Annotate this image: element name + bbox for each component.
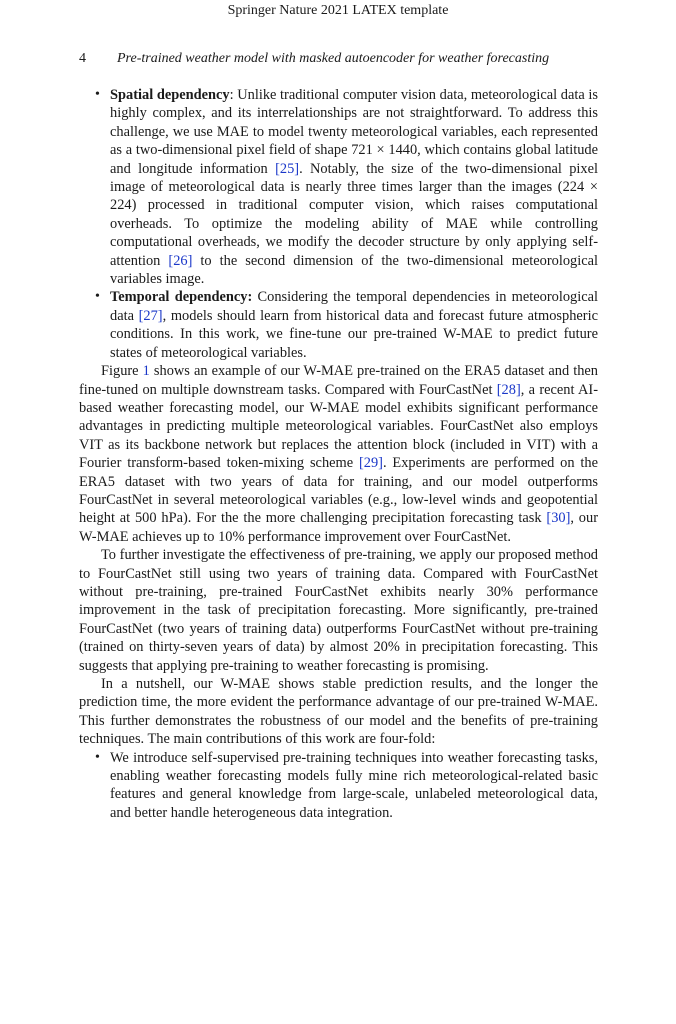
bullet-icon: • <box>95 749 100 765</box>
paragraph-pretraining-effectiveness: To further investigate the effectiveness of pre-training, we apply our proposed method to FourCastNet still using two years of training data. Compared with FourCastNet without pre-training, pre-trained FourCastNet exhibits nearly 30% performance improvement in the task of precipitation forecasting. More significantly, pre-trained FourCastNet (two years of training data) outperforms FourCastNet without pre-training (trained on thirty-seven years of data) by almost 20% in precipitation forecasting. This suggests that applying pre-training to weather forecasting is promising. <box>79 547 598 674</box>
bullet-text: to the second dimension of the two-dimensional meteorological variables image. <box>110 252 599 288</box>
bullet-spatial-dependency: • Spatial dependency: Unlike traditional computer vision data, meteorological data is highly complex, and its interrelationships are not straightforward. To address this challenge, we use MAE to model twenty meteorological variables, each represented as a two-dimensional pixel field of shape 721 × 1440, which contains global latitude and longitude information [25]. Notably, the size of the two-dimensional pixel image of meteorological data is nearly three times larger than the images (224 × 224) processed in traditional computer vision, which raises computational overheads. To optimize the modeling ability of MAE while controlling computational overheads, we modify the decoder structure by only applying self-attention [26] to the second dimension of the two-dimensional meteorological variables image. <box>95 87 599 288</box>
citation-link[interactable]: [28] <box>496 381 521 398</box>
citation-link[interactable]: [25] <box>275 160 300 177</box>
paragraph-summary: In a nutshell, our W-MAE shows stable prediction results, and the longer the prediction time, the more evident the performance advantage of our pre-trained W-MAE. This further demonstrates the robustness of our model and the benefits of pre-training techniques. The main contributions of this work are four-fold: <box>79 676 598 748</box>
bullet-icon: • <box>95 87 100 102</box>
contribution-text: We introduce self-supervised pre-training techniques into weather forecasting tasks, enabling weather forecasting models fully mine rich meteorological-related basic features and general knowledge from large-scale, unlabeled meteorological data, and better handle heterogeneous data integration. <box>110 749 598 821</box>
figure-link[interactable]: 1 <box>142 363 150 380</box>
paragraph-figure-overview: Figure 1 shows an example of our W-MAE pre-trained on the ERA5 dataset and then fine-tuned on multiple downstream tasks. Compared with FourCastNet [28], a recent AI-based weather forecasting model, our W-MAE model exhibits significant performance advantages in predicting multiple meteorological variables. FourCastNet also employs VIT as its backbone network but replaces the attention block (included in VIT) with a Fourier transform-based token-mixing scheme [29]. Experiments are performed on the ERA5 dataset with two years of data for training, and our model outperforms FourCastNet in several meteorological variables (e.g., low-level winds and geopotential height at 500 hPa). For the the more challenging precipitation forecasting task [30], our W-MAE achieves up to 10% performance improvement over FourCastNet. <box>79 363 599 545</box>
citation-link[interactable]: [26] <box>168 252 193 269</box>
body-text <box>79 86 598 822</box>
citation-link[interactable]: [27] <box>138 307 163 324</box>
bullet-title: Spatial dependency <box>110 87 230 103</box>
citation-link[interactable]: [30] <box>546 510 571 527</box>
contribution-list <box>79 749 598 823</box>
running-title: Pre-trained weather model with masked autoencoder for weather forecasting <box>117 51 550 66</box>
bullet-text: . Notably, the size of the two-dimensional pixel image of meteorological data is nearly three times larger than the images (224 × 224) processed in traditional computer vision, which raises computational overheads. To optimize the modeling ability of MAE while controlling computational overheads, we modify the decoder structure by only applying self-attention <box>110 160 599 269</box>
bullet-icon: • <box>95 289 100 305</box>
page-number: 4 <box>79 51 86 66</box>
template-header: Springer Nature 2021 LATEX template <box>227 3 449 18</box>
contribution-item <box>79 749 598 823</box>
contribution-list-top <box>79 86 598 362</box>
bullet-text: Unlike traditional computer vision data, meteorological data is highly complex, and its interrelationships are not straightforward. To address this challenge, we use MAE to model twenty meteorological variables, each represented as a two-dimensional pixel field of shape 721 × 1440, which contains global latitude and longitude information <box>110 87 599 177</box>
citation-link[interactable]: [29] <box>358 455 383 472</box>
bullet-title: Temporal dependency: <box>110 289 253 306</box>
bullet-temporal-dependency <box>79 288 598 362</box>
bullet-text: , models should learn from historical data and forecast future atmospheric conditions. In this work, we fine-tune our pre-trained W-MAE to predict future states of meteorological variables. <box>110 307 598 361</box>
bullet-text: Considering the temporal dependencies in meteorological data <box>110 289 598 324</box>
